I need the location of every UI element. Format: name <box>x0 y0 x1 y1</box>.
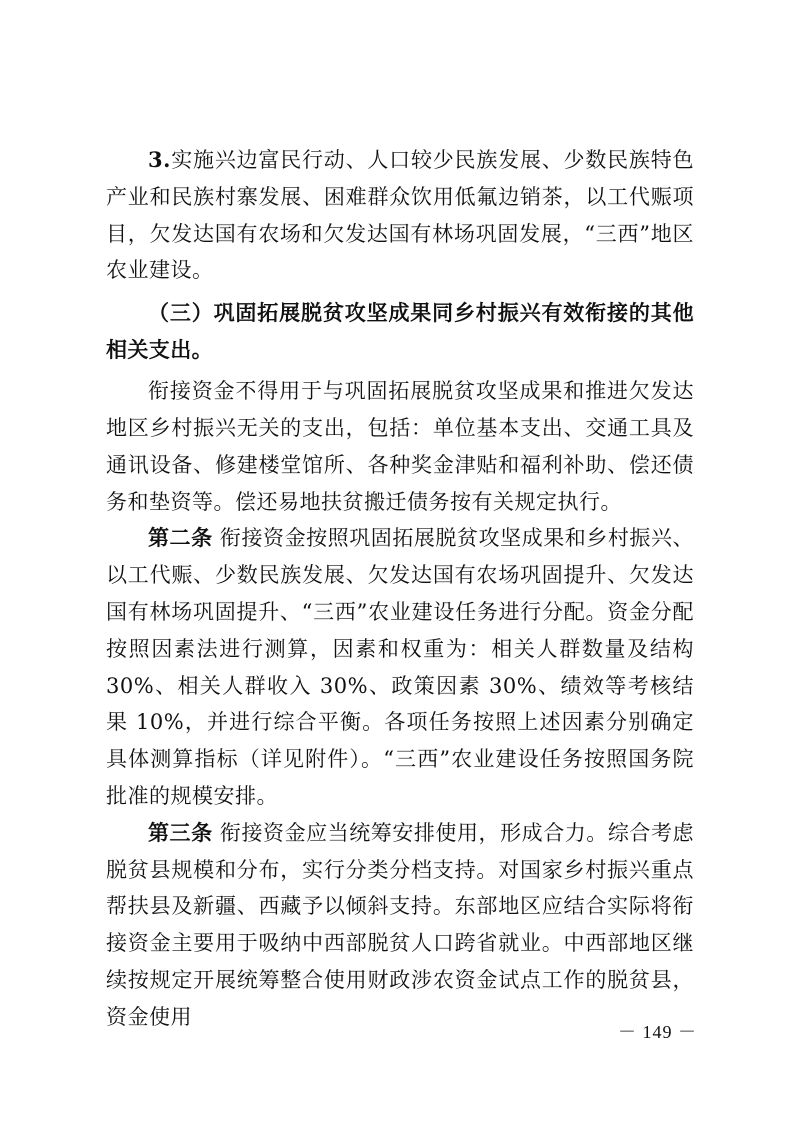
item-number: 3. <box>148 147 171 172</box>
article-2-label: 第二条 <box>148 526 213 551</box>
article-3-label: 第三条 <box>148 820 213 845</box>
section-heading: （三）巩固拓展脱贫攻坚成果同乡村振兴有效衔接的其他相关支出。 <box>106 301 694 363</box>
page-number: － 149 － <box>618 1022 697 1042</box>
article-3-text: 衔接资金应当统筹安排使用，形成合力。综合考虑脱贫县规模和分布，实行分类分档支持。对国家乡村振兴重点帮扶县及新疆、西藏予以倾斜支持。东部地区应结合实际将衔接资金主要用于吸纳中西部脱贫人口跨省就业。中西部地区继续按规定开展统筹整合使用财政涉农资金试点工作的脱贫县，资金使用 <box>106 820 695 1029</box>
paragraph-item-3 <box>106 142 694 289</box>
document-body <box>106 142 694 1036</box>
paragraph-article-3 <box>106 815 694 1036</box>
paragraph-restriction: 衔接资金不得用于与巩固拓展脱贫攻坚成果和推进欠发达地区乡村振兴无关的支出，包括：单位基本支出、交通工具及通讯设备、修建楼堂馆所、各种奖金津贴和福利补助、偿还债务和垫资等。偿还易地扶贫搬迁债务按有关规定执行。 <box>106 379 694 514</box>
article-2-text: 衔接资金按照巩固拓展脱贫攻坚成果和乡村振兴、以工代赈、少数民族发展、欠发达国有农场巩固提升、欠发达国有林场巩固提升、“三西”农业建设任务进行分配。资金分配按照因素法进行测算，因素和权重为：相关人群数量及结构 30%、相关人群收入 30%、政策因素 30%、绩效等考核结果 10%，并进行综合平衡。各项任务按照上述因素分别确定具体测算指标（详见附件）。“三西”农业建设任务按照国务院批准的规模安排。 <box>106 526 695 808</box>
item-text: 实施兴边富民行动、人口较少民族发展、少数民族特色产业和民族村寨发展、困难群众饮用低氟边销茶，以工代赈项目，欠发达国有农场和欠发达国有林场巩固发展，“三西”地区农业建设。 <box>106 148 694 283</box>
paragraph-article-2 <box>106 520 694 814</box>
